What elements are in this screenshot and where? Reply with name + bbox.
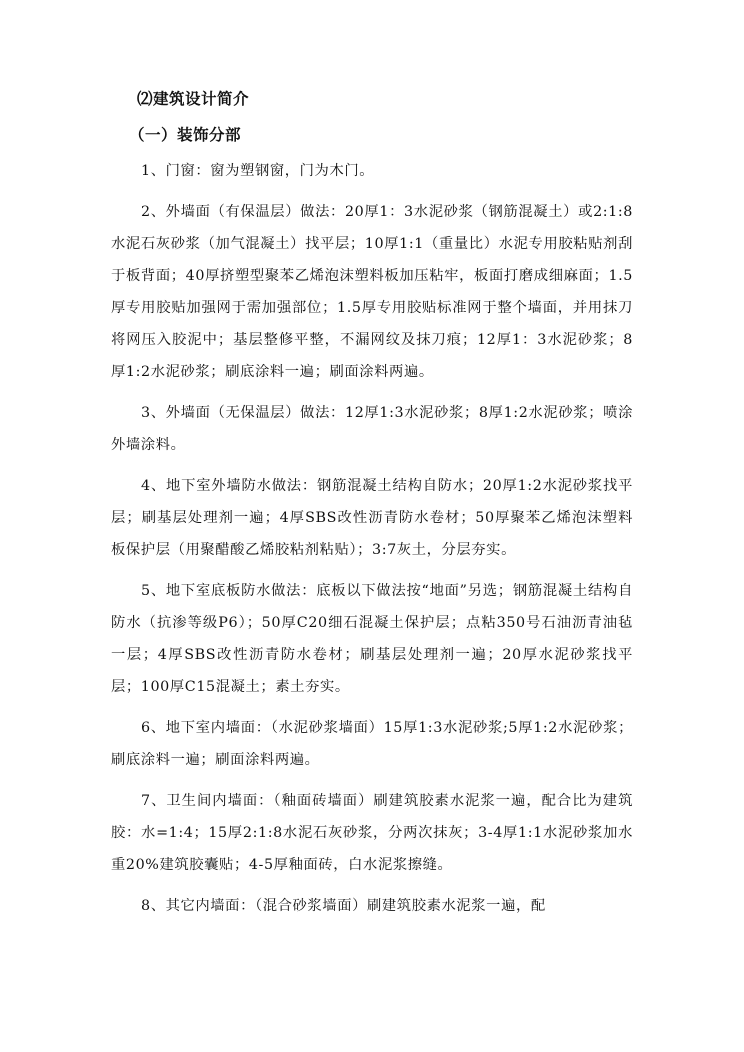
paragraph-item-4: 4、地下室外墙防水做法：钢筋混凝土结构自防水；20厚1:2水泥砂浆找平层；刷基层处理剂一遍；4厚SBS改性沥青防水卷材；50厚聚苯乙烯泡沫塑料板保护层（用聚醋酸乙烯胶粘剂粘贴）；3:7灰土，分层夯实。 — [111, 478, 633, 558]
paragraph-item-6: 6、地下室内墙面：（水泥砂浆墙面）15厚1:3水泥砂浆;5厚1:2水泥砂浆；刷底涂料一遍；刷面涂料两遍。 — [111, 720, 633, 768]
paragraph-item-7: 7、卫生间内墙面：（釉面砖墙面）刷建筑胶素水泥浆一遍，配合比为建筑胶：水=1:4；15厚2:1:8水泥石灰砂浆，分两次抹灰；3-4厚1:1水泥砂浆加水重20%建筑胶囊贴；4-5厚釉面砖，白水泥浆擦缝。 — [111, 793, 633, 873]
document-body — [111, 88, 633, 931]
subsection-heading: （一）装饰分部 — [129, 125, 242, 144]
section-heading: ⑵建筑设计简介 — [137, 89, 250, 108]
paragraph-item-5: 5、地下室底板防水做法：底板以下做法按“地面”另选；钢筋混凝土结构自防水（抗渗等级P6）；50厚C20细石混凝土保护层；点粘350号石油沥青油毡一层；4厚SBS改性沥青防水卷材；刷基层处理剂一遍；20厚水泥砂浆找平层；100厚C15混凝土；素土夯实。 — [111, 583, 633, 695]
paragraph-item-3: 3、外墙面（无保温层）做法：12厚1:3水泥砂浆；8厚1:2水泥砂浆；喷涂外墙涂料。 — [111, 405, 633, 453]
paragraph-item-2: 2、外墙面（有保温层）做法：20厚1：3水泥砂浆（钢筋混凝土）或2:1:8水泥石灰砂浆（加气混凝土）找平层；10厚1:1（重量比）水泥专用胶粘贴剂刮于板背面；40厚挤塑型聚苯乙烯泡沫塑料板加压粘牢，板面打磨成细麻面；1.5厚专用胶贴加强网于需加强部位；1.5厚专用胶贴标准网于整个墙面，并用抹刀将网压入胶泥中；基层整修平整，不漏网纹及抹刀痕；12厚1：3水泥砂浆；8厚1:2水泥砂浆；刷底涂料一遍；刷面涂料两遍。 — [111, 204, 633, 380]
paragraph-item-8: 8、其它内墙面：（混合砂浆墙面）刷建筑胶素水泥浆一遍，配 — [141, 898, 546, 914]
paragraph-item-1: 1、门窗：窗为塑钢窗，门为木门。 — [141, 163, 375, 179]
